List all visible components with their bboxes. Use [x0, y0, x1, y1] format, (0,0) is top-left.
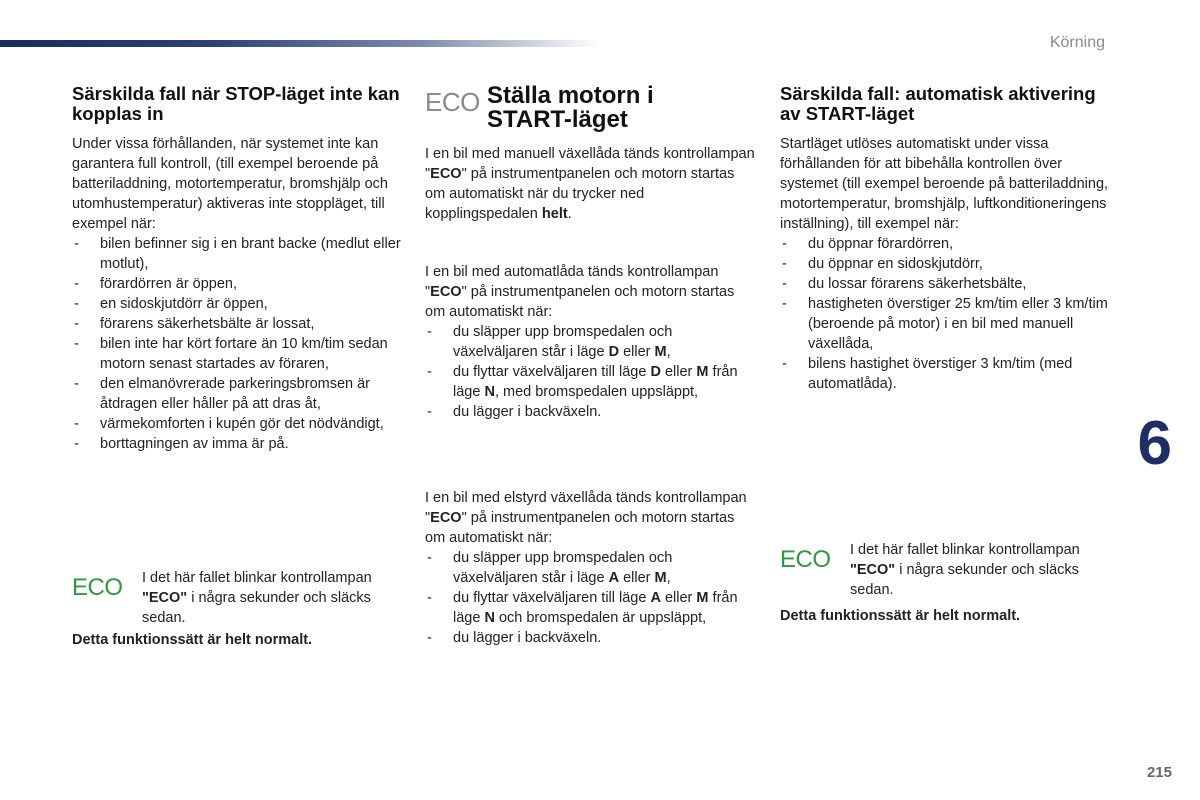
auto-paragraph: I en bil med automatlåda tänds kontrollampan "ECO" på instrumentpanelen och motorn startas om automatiskt när:: [425, 264, 735, 320]
left-normal-text: Detta funktionssätt är helt normalt.: [72, 632, 313, 648]
list-item: - bilen inte har kört fortare än 10 km/tim sedan motorn senast startades av föraren,: [72, 334, 402, 374]
list-item: - den elmanövrerade parkeringsbromsen är åtdragen eller håller på att dras åt,: [72, 374, 402, 414]
left-column: [72, 84, 402, 650]
list-item: - bilen befinner sig i en brant backe (medlut eller motlut),: [72, 234, 402, 274]
list-item: - du flyttar växelväljaren till läge D eller M från läge N, med bromspedalen uppsläppt,: [425, 362, 755, 402]
list-item: - hastigheten överstiger 25 km/tim eller 3 km/tim (beroende på motor) i en bil med manuell växellåda,: [780, 294, 1110, 354]
header-bar: [0, 40, 600, 47]
list-item: - du öppnar en sidoskjutdörr,: [780, 254, 1110, 274]
section-label: Körning: [1049, 34, 1105, 51]
list-item: - du släpper upp bromspedalen och växelväljaren står i läge A eller M,: [425, 548, 755, 588]
list-item: - bilens hastighet överstiger 3 km/tim (med automatlåda).: [780, 354, 1110, 394]
electric-list: [425, 548, 755, 648]
list-item: - en sidoskjutdörr är öppen,: [72, 294, 402, 314]
left-title: Särskilda fall när STOP-läget inte kan kopplas in: [72, 83, 400, 124]
eco-gray-icon: ECO: [425, 87, 480, 117]
right-list: [780, 234, 1110, 394]
list-item: - du flyttar växelväljaren till läge A eller M från läge N och bromspedalen är uppsläppt,: [425, 588, 755, 628]
middle-heading: [425, 84, 755, 132]
list-item: - du lägger i backväxeln.: [425, 402, 755, 422]
middle-column: [425, 84, 755, 648]
list-item: - förarens säkerhetsbälte är lossat,: [72, 314, 402, 334]
page-number: 215: [1146, 764, 1172, 781]
eco-icon: ECO: [72, 574, 123, 601]
list-item: - borttagningen av imma är på.: [72, 434, 402, 454]
left-intro: Under vissa förhållanden, när systemet inte kan garantera full kontroll, (till exempel beroende på batteriladdning, motortemperatur, bromshjälp och utomhustemperatur) aktiveras inte stoppläget, till exempel när:: [72, 136, 388, 232]
list-item: - förardörren är öppen,: [72, 274, 402, 294]
manual-paragraph: I en bil med manuell växellåda tänds kontrollampan "ECO" på instrumentpanelen och motorn startas om automatiskt när du trycker ned kopplingspedalen helt.: [425, 146, 755, 222]
right-title: Särskilda fall: automatisk aktivering av START-läget: [780, 83, 1096, 124]
list-item: - du lossar förarens säkerhetsbälte,: [780, 274, 1110, 294]
chapter-number: 6: [1137, 409, 1172, 478]
list-item: - du lägger i backväxeln.: [425, 628, 755, 648]
left-list: [72, 234, 402, 454]
eco-icon: ECO: [780, 546, 831, 573]
right-column: [780, 84, 1110, 626]
left-note: [72, 568, 402, 628]
list-item: - du öppnar förardörren,: [780, 234, 1110, 254]
left-note-text: I det här fallet blinkar kontrollampan "ECO" i några sekunder och släcks sedan.: [142, 570, 372, 626]
right-note: [780, 540, 1110, 600]
list-item: - du släpper upp bromspedalen och växelväljaren står i läge D eller M,: [425, 322, 755, 362]
list-item: - värmekomforten i kupén gör det nödvändigt,: [72, 414, 402, 434]
middle-title: Ställa motorn i START-läget: [487, 82, 654, 133]
auto-list: [425, 322, 755, 422]
right-intro: Startläget utlöses automatiskt under vissa förhållanden för att bibehålla kontrollen över systemet (till exempel beroende på batteriladdning, motortemperatur, bromshjälp, luftkonditioneringens inställning), till exempel när:: [780, 136, 1109, 232]
right-normal-text: Detta funktionssätt är helt normalt.: [780, 608, 1021, 624]
right-note-text: I det här fallet blinkar kontrollampan "ECO" i några sekunder och släcks sedan.: [850, 542, 1080, 598]
electric-paragraph: I en bil med elstyrd växellåda tänds kontrollampan "ECO" på instrumentpanelen och motorn startas om automatiskt när:: [425, 490, 747, 546]
